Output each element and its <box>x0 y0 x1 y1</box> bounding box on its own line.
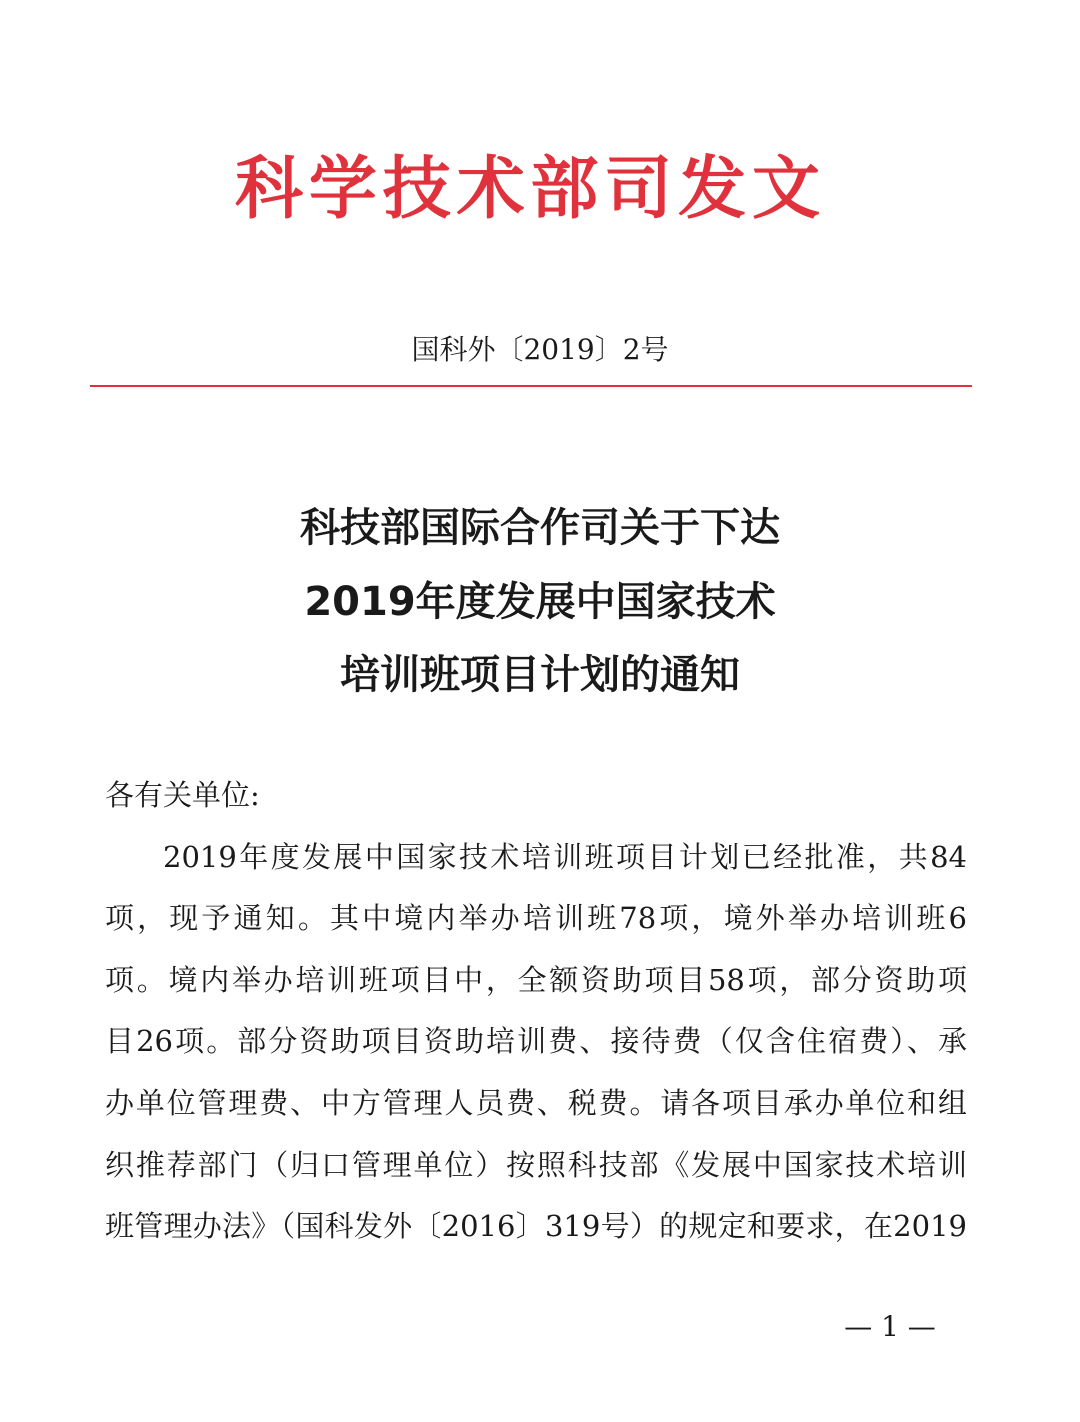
body-line: 办单位管理费、中方管理人员费、税费。请各项目承办单位和组 <box>105 1086 967 1120</box>
red-divider <box>90 385 972 387</box>
document-title-line-2: 2019年度发展中国家技术 <box>304 579 776 625</box>
document-title-line-3: 培训班项目计划的通知 <box>340 652 740 698</box>
body-line: 目26项。部分资助项目资助培训费、接待费（仅含住宿费）、承 <box>105 1024 967 1058</box>
issuer-header: 科学技术部司发文 <box>235 150 820 229</box>
greeting: 各有关单位: <box>105 778 260 812</box>
document-title-line-1: 科技部国际合作司关于下达 <box>300 505 780 551</box>
body-line: 班管理办法》（国科发外〔2016〕319号）的规定和要求，在2019 <box>105 1209 967 1243</box>
body-line: 2019年度发展中国家技术培训班项目计划已经批准，共84 <box>163 840 967 874</box>
body-line: 项，现予通知。其中境内举办培训班78项，境外举办培训班6 <box>105 901 967 935</box>
body-line: 织推荐部门（归口管理单位）按照科技部《发展中国家技术培训 <box>105 1148 967 1182</box>
body-line: 项。境内举办培训班项目中，全额资助项目58项，部分资助项 <box>105 963 967 997</box>
document-number: 国科外〔2019〕2号 <box>411 333 669 366</box>
page-number: — 1 — <box>844 1310 936 1343</box>
